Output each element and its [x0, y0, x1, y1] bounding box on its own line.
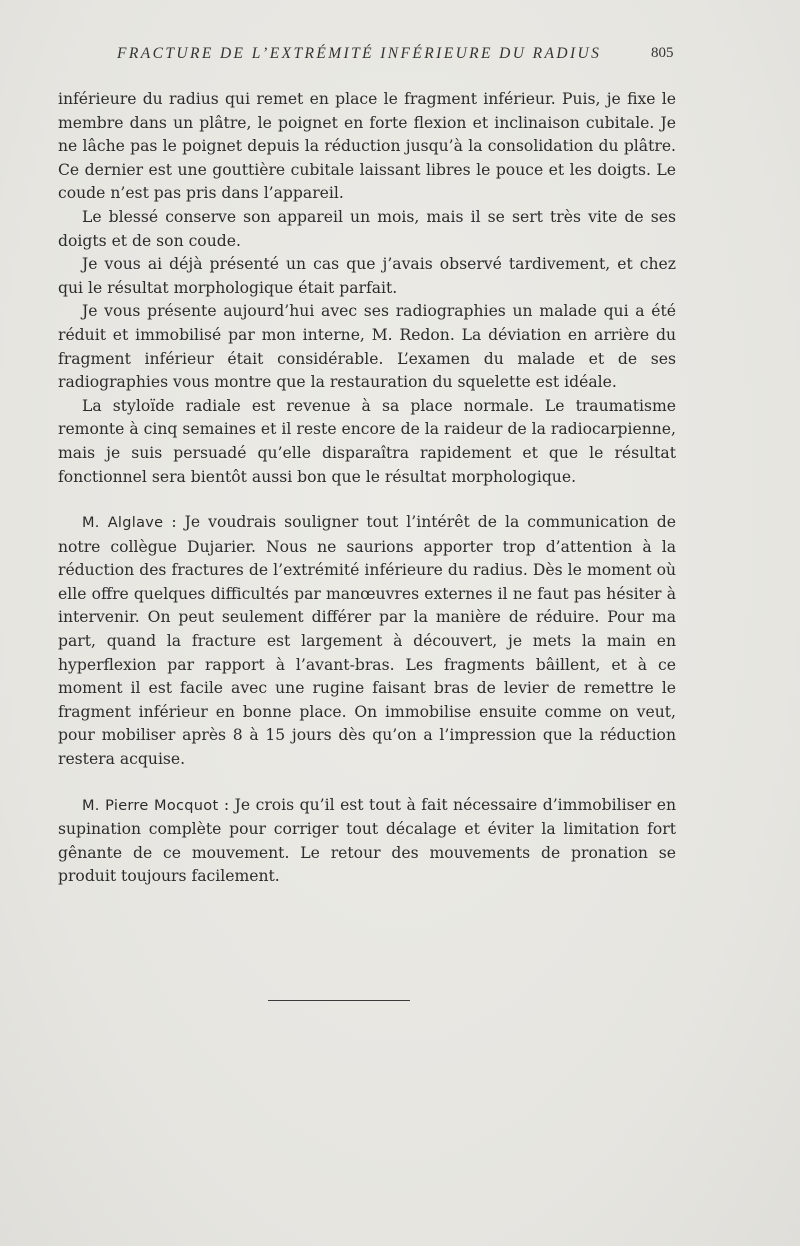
paragraph: Le blessé conserve son appareil un mois, mais il se sert très vite de ses doigts et de son coude. — [58, 207, 676, 250]
intervention-text: : Je crois qu’il est tout à fait nécessaire d’immobiliser en supination complète pour corriger tout décalage et éviter la limitation fort gênante de ce mouvement. Le retour des mouvements de pronation se produit toujours facilement. — [58, 795, 677, 886]
paragraph: inférieure du radius qui remet en place le fragment inférieur. Puis, je fixe le membre dans un plâtre, le poignet en forte flexion et inclinaison cubitale. Je ne lâche pas le poignet depuis la réduction jusqu’à la consolidation du plâtre. Ce dernier est une gouttière cubitale laissant libres le pouce et les doigts. Le coude n’est pas pris dans l’appareil. — [58, 90, 676, 203]
speaker-name: M. Pierre Mocquot — [82, 797, 219, 814]
running-header: FRACTURE DE L’EXTRÉMITÉ INFÉRIEURE DU RADIUS — [117, 45, 602, 62]
page-number: 805 — [651, 45, 674, 61]
speaker-name: M. Alglave — [82, 515, 164, 532]
paragraph: La styloïde radiale est revenue à sa place normale. Le traumatisme remonte à cinq semaines et il reste encore de la raideur de la radiocarpienne, mais je suis persuadé qu’elle disparaîtra rapidement et que le résultat fonctionnel sera bientôt aussi bon que le résultat morphologique. — [58, 396, 676, 486]
end-rule-divider — [268, 1000, 410, 1001]
intervention-text: : Je voudrais souligner tout l’intérêt de la communication de notre collègue Dujarier. Nous ne saurions apporter trop d’attention à la réduction des fractures de l’extrémité inférieure du radius. Dès le moment où elle offre quelques difficultés par manœuvres externes il ne faut pas hésiter à intervenir. On peut seulement différer par la manière de réduire. Pour ma part, quand la fracture est largement à découvert, je mets la main en hyperflexion par rapport à l’avant-bras. Les fragments bâillent, et à ce moment il est facile avec une rugine faisant bras de levier de remettre le fragment inférieur en bonne place. On immobilise ensuite comme on veut, pour mobiliser après 8 à 15 jours dès qu’on a l’impression que la réduction restera acquise. — [58, 513, 677, 769]
paragraph: Je vous ai déjà présenté un cas que j’avais observé tardivement, et chez qui le résultat morphologique était parfait. — [58, 255, 676, 297]
intervention-alglave — [58, 511, 676, 772]
body-text — [58, 88, 676, 889]
intervention-mocquot — [58, 794, 676, 889]
paragraph: Je vous présente aujourd’hui avec ses radiographies un malade qui a été réduit et immobilisé par mon interne, M. Redon. La déviation en arrière du fragment inférieur était considérable. L’examen du malade et de ses radiographies vous montre que la restauration du squelette est idéale. — [58, 302, 676, 392]
